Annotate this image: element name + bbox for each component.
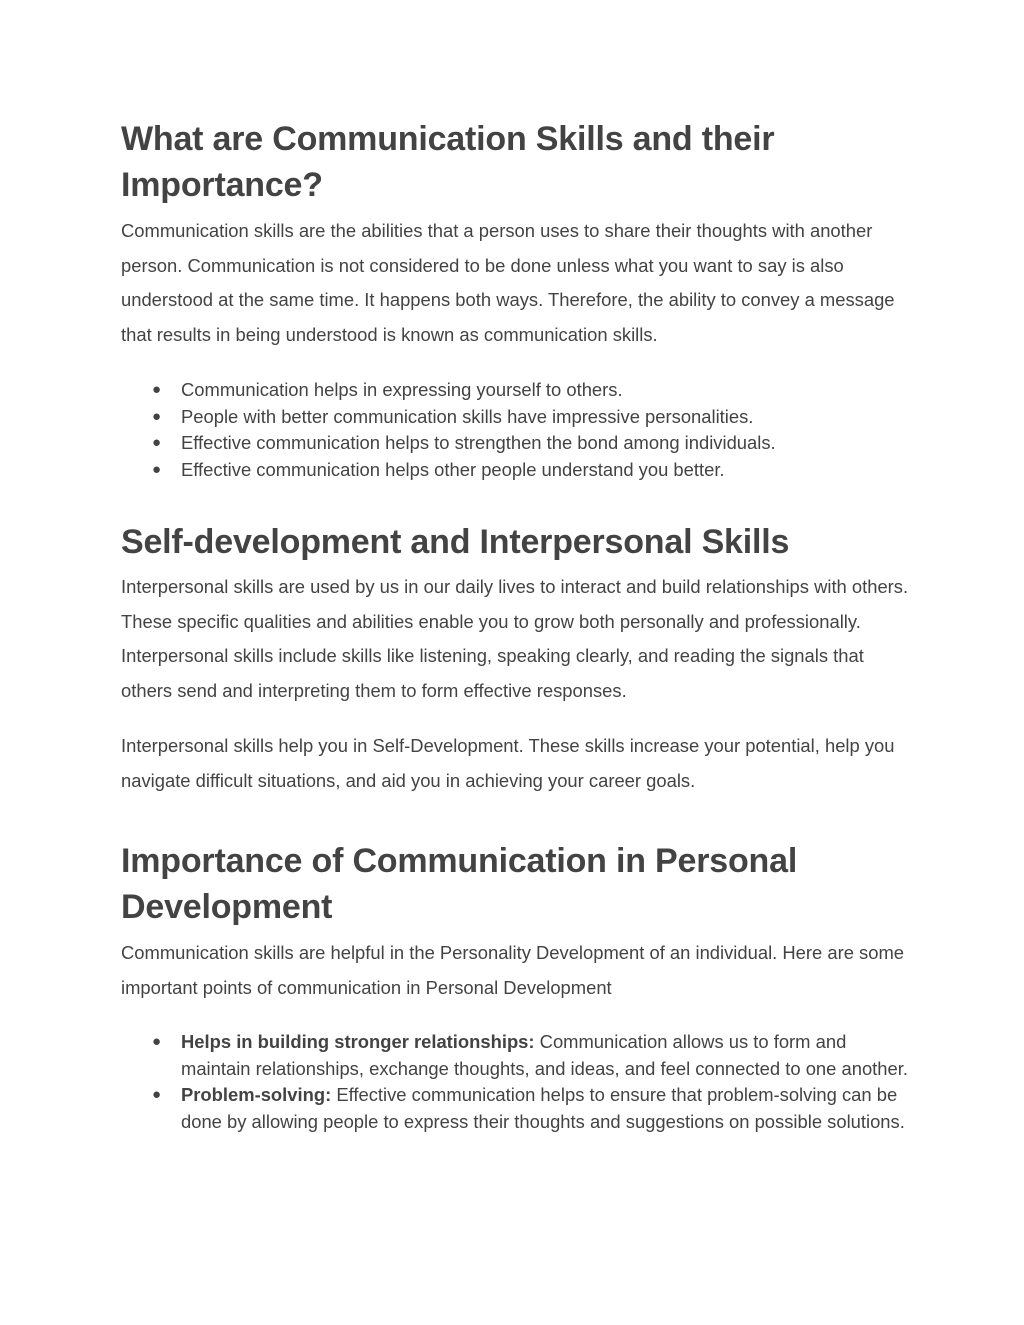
list-item-text: Communication allows us to form and maintain relationships, exchange thoughts, and ideas, and feel connected to one another. bbox=[181, 1031, 908, 1079]
list-item-text: Effective communication helps to ensure that problem-solving can be done by allowing people to express their thoughts and suggestions on possible solutions. bbox=[181, 1084, 905, 1132]
section-paragraph: Communication skills are helpful in the Personality Development of an individual. Here are some important points of communication in Personal Development bbox=[121, 942, 905, 998]
bullet-icon: ● bbox=[152, 1033, 162, 1050]
section-heading-self-development: Self-development and Interpersonal Skills bbox=[121, 523, 790, 561]
list-item bbox=[121, 1029, 911, 1082]
list-item bbox=[121, 377, 911, 404]
list-item-text: People with better communication skills have impressive personalities. bbox=[181, 405, 754, 427]
bullet-icon: ● bbox=[152, 407, 162, 425]
section-paragraph: Interpersonal skills are used by us in our daily lives to interact and build relationships with others. These specific qualities and abilities enable you to grow both personally and professionally. Interpersonal skills include skills like listening, speaking clearly, and reading the signals that others send and interpreting them to form effective responses. bbox=[121, 576, 909, 702]
list-item bbox=[121, 404, 911, 431]
bullet-list-importance bbox=[121, 377, 911, 483]
list-item bbox=[121, 430, 911, 457]
bullet-icon: ● bbox=[152, 1086, 162, 1103]
list-item-text: Effective communication helps other people understand you better. bbox=[181, 458, 725, 480]
section-paragraph: Communication skills are the abilities that a person uses to share their thoughts with another person. Communication is not considered to be done unless what you want to say is also understood at the same time. It happens both ways. Therefore, the ability to convey a message that results in being understood is known as communication skills. bbox=[121, 220, 895, 346]
bullet-icon: ● bbox=[152, 434, 162, 451]
section-heading-communication-skills: What are Communication Skills and their Importance? bbox=[121, 120, 775, 204]
list-item-text: Communication helps in expressing yourself to others. bbox=[181, 379, 623, 400]
list-item-term: Problem-solving: bbox=[181, 1084, 332, 1105]
section-heading-personal-development: Importance of Communication in Personal Development bbox=[121, 842, 798, 926]
list-item bbox=[121, 1082, 911, 1135]
list-item bbox=[121, 457, 911, 484]
bullet-icon: ● bbox=[152, 460, 162, 478]
list-item-text: Effective communication helps to strengthen the bond among individuals. bbox=[181, 432, 776, 453]
section-paragraph: Interpersonal skills help you in Self-Development. These skills increase your potential, help you navigate difficult situations, and aid you in achieving your career goals. bbox=[121, 735, 895, 791]
list-item-term: Helps in building stronger relationships: bbox=[181, 1031, 535, 1052]
bullet-icon: ● bbox=[152, 381, 162, 398]
bullet-list-personal-development bbox=[121, 1029, 911, 1135]
